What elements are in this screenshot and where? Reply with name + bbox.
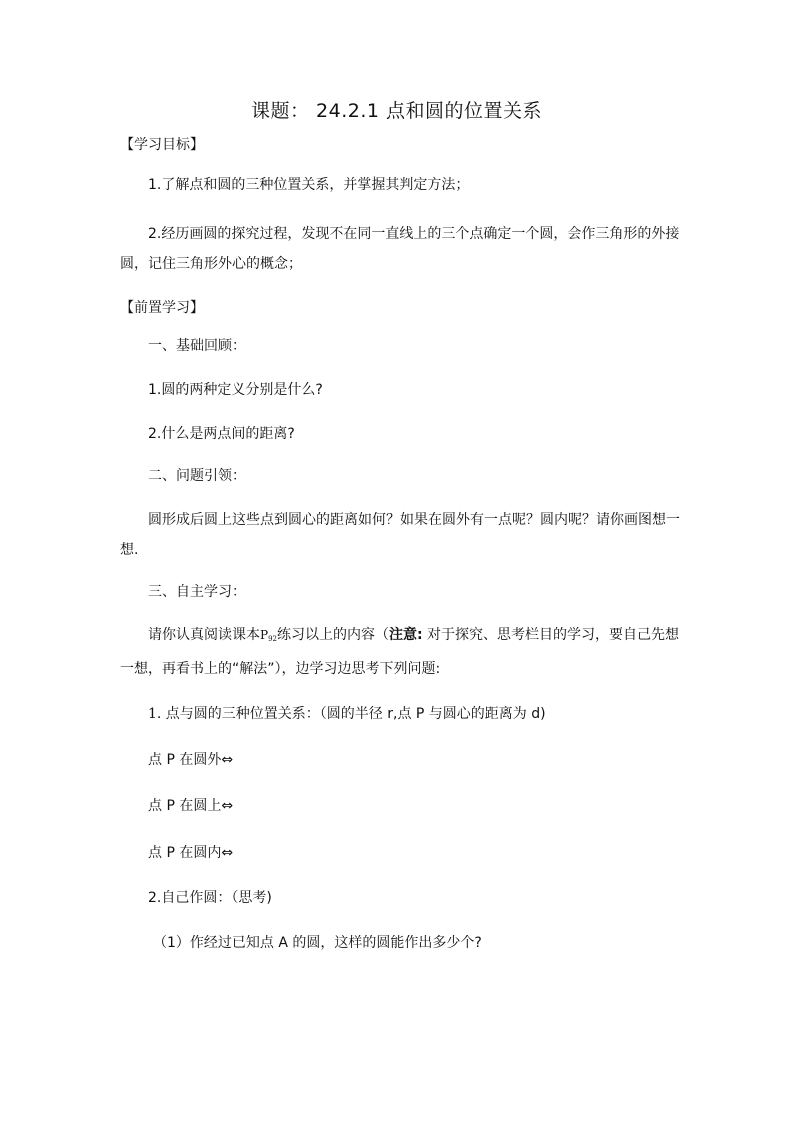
learning-goal-2: 2.经历画圆的探究过程，发现不在同一直线上的三个点确定一个圆，会作三角形的外接圆，记住三角形外心的概念； <box>120 226 680 272</box>
item-1-number: 1. <box>148 706 162 722</box>
intro-prefix: 请你认真阅读课本 <box>148 627 260 643</box>
review-question-2: 2.什么是两点间的距离? <box>148 426 295 442</box>
review-question-1: 1.圆的两种定义分别是什么? <box>148 382 323 398</box>
draw-circle-question-1: （1）作经过已知点 A 的圆，这样的圆能作出多少个? <box>153 935 482 951</box>
section-review-heading: 一、基础回顾： <box>148 338 246 354</box>
point-on-circle: 点 P 在圆上⇔ <box>148 798 234 814</box>
intro-rest: 对于探究、思考栏目的学习，要自己先想一想，再看书上的“解法”），边学习边思考下列问题: <box>120 627 680 677</box>
position-relation-item <box>148 704 546 724</box>
pre-study-heading: 【前置学习】 <box>120 300 204 316</box>
point-outside-circle: 点 P 在圆外⇔ <box>148 752 234 768</box>
section-self-study-heading: 三、自主学习： <box>148 584 246 600</box>
section-lead-heading: 二、问题引领： <box>148 468 246 484</box>
item-1-text: 点与圆的三种位置关系：（圆的半径 r,点 P 与圆心的距离为 d) <box>161 706 546 722</box>
learning-goals-heading: 【学习目标】 <box>120 137 204 153</box>
point-inside-circle: 点 P 在圆内⇔ <box>148 845 234 861</box>
lead-question-text: 圆形成后圆上这些点到圆心的距离如何？如果在圆外有一点呢？圆内呢？请你画图想一想. <box>120 512 680 558</box>
draw-circle-item: 2.自己作圆：（思考) <box>148 890 272 906</box>
intro-mid: 练习以上的内容（ <box>277 627 389 643</box>
textbook-page-ref: P92 <box>260 628 277 643</box>
note-label: 注意: <box>389 627 423 643</box>
learning-goal-1: 1.了解点和圆的三种位置关系，并掌握其判定方法； <box>148 177 470 193</box>
page-title: 课题： 24.2.1 点和圆的位置关系 <box>250 100 542 122</box>
self-study-intro <box>120 620 680 684</box>
